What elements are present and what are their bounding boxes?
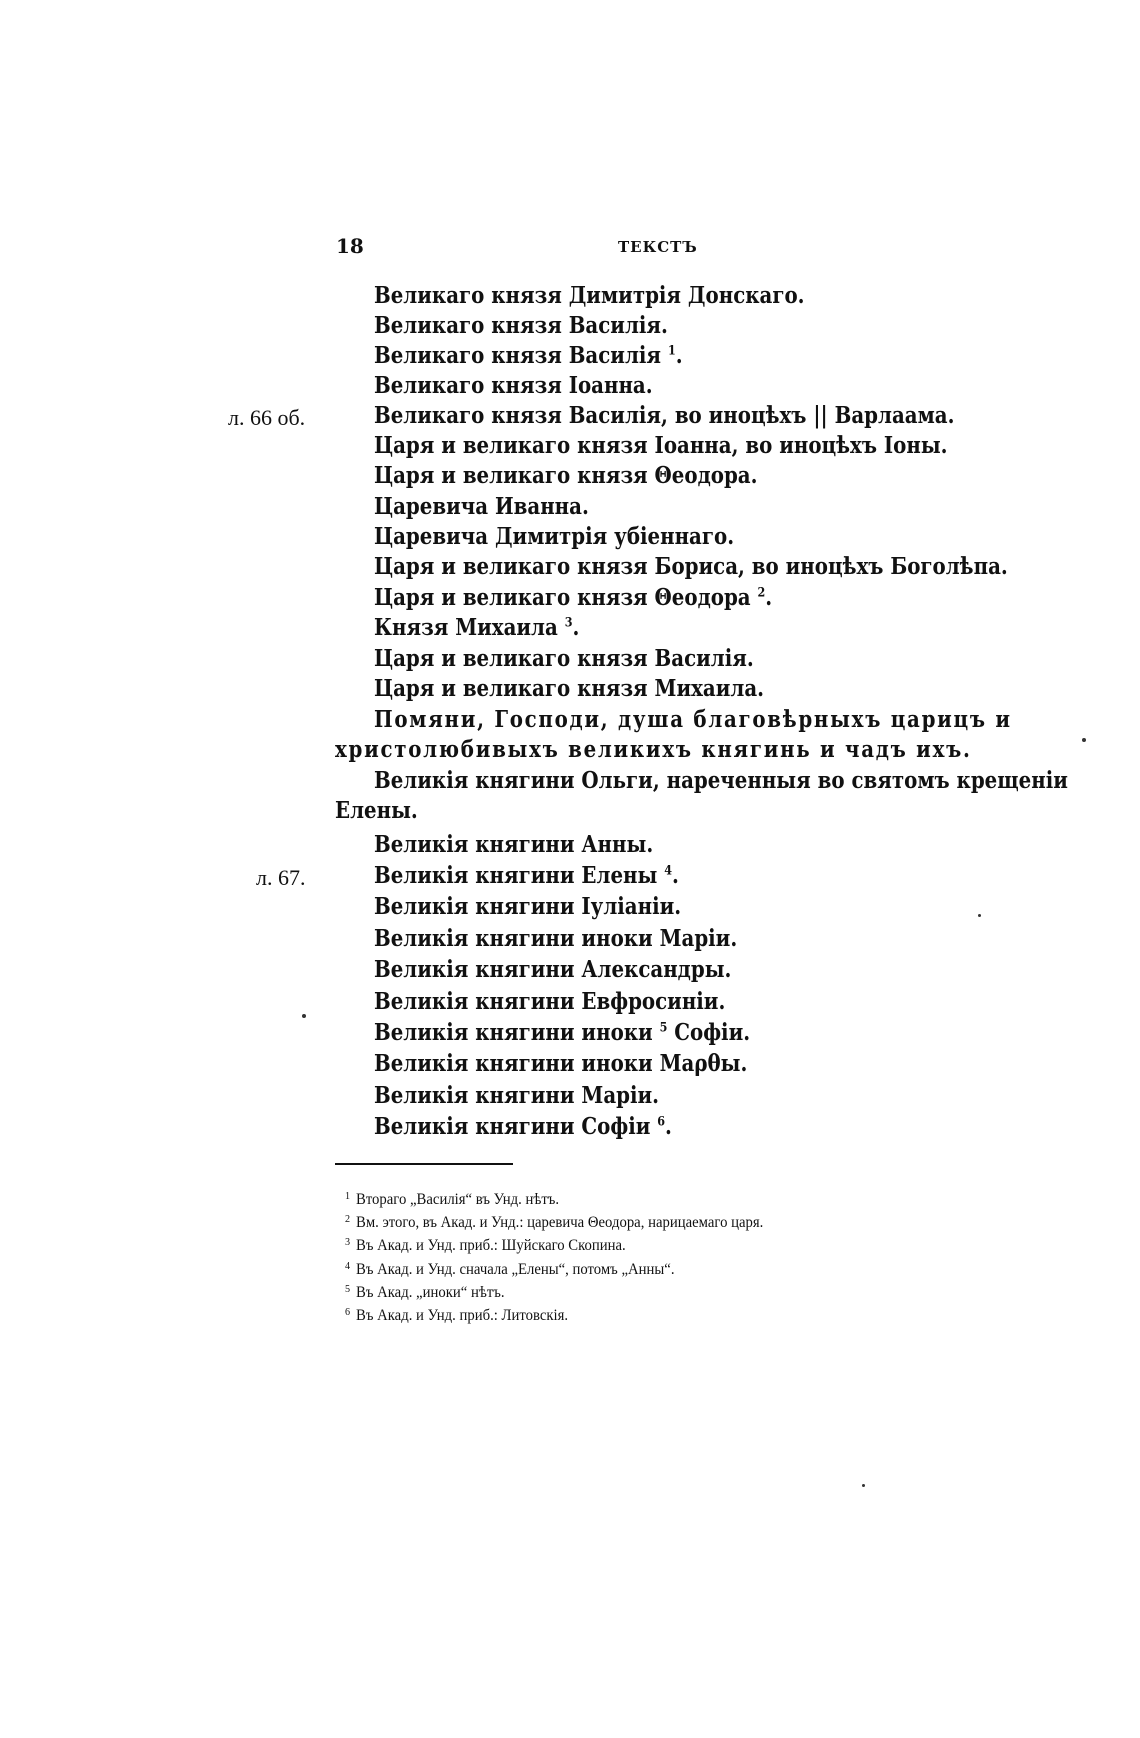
- footnote-mark: 1: [344, 1190, 351, 1202]
- text-line: Великаго князя Василія, во иноцѣхъ || Варлаама.: [374, 402, 955, 429]
- footnote: 5 Въ Акад. „иноки“ нѣтъ.: [356, 1283, 505, 1303]
- scan-speck: [302, 1014, 306, 1018]
- footnote: 1 Втораго „Василія“ въ Унд. нѣтъ.: [356, 1190, 559, 1210]
- text-line: Великія княгини Ольги, нареченныя во святомъ крещеніи: [374, 767, 1068, 794]
- footnote-mark: 4: [344, 1260, 351, 1272]
- footnote-ref: 1: [667, 343, 676, 359]
- margin-note-leaf-66v: л. 66 об.: [228, 405, 306, 430]
- text-line: Великаго князя Димитрія Донскаго.: [374, 282, 805, 309]
- footnote-mark: 2: [344, 1213, 351, 1225]
- text-line: Великія княгини Анны.: [374, 831, 654, 858]
- footnote-mark: 3: [344, 1236, 351, 1248]
- page-number: 18: [336, 234, 364, 258]
- footnote-ref: 5: [659, 1020, 668, 1036]
- text-line: Великія княгини Маріи.: [374, 1082, 660, 1109]
- text-line: Великаго князя Іоанна.: [374, 372, 653, 399]
- footnote-ref: 6: [657, 1114, 666, 1130]
- text-line: Великія княгини Евфросиніи.: [374, 988, 726, 1015]
- scan-speck: [1082, 738, 1086, 742]
- margin-note-leaf-67: л. 67.: [256, 865, 306, 890]
- footnote-rule: [335, 1163, 513, 1165]
- footnote: 3 Въ Акад. и Унд. приб.: Шуйскаго Скопина.: [356, 1236, 626, 1256]
- text-line: Великія княгини Александры.: [374, 956, 732, 983]
- text-line: Великія княгини иноки Маρθы.: [374, 1050, 748, 1077]
- text-line: Царя и великаго князя Θеодора $^2$.: [374, 584, 773, 611]
- footnote-mark: 5: [344, 1283, 351, 1295]
- text-line: Великаго князя Василія.: [374, 312, 668, 339]
- text-line: Царя и великаго князя Михаила.: [374, 675, 765, 702]
- running-head: ТЕКСТЪ: [618, 238, 698, 256]
- scan-speck: [978, 914, 981, 917]
- footnote-ref: 2: [757, 585, 766, 601]
- footnote-mark: 6: [344, 1306, 351, 1318]
- text-line: Царя и великаго князя Θеодора.: [374, 462, 758, 489]
- text-line: Елены.: [335, 797, 418, 824]
- text-line: Помяни, Господи, душа благовѣрныхъ царицъ и: [374, 706, 1012, 733]
- text-line: Великаго князя Василія $^1$.: [374, 342, 683, 369]
- text-line: христолюбивыхъ великихъ княгинь и чадъ ихъ.: [335, 736, 972, 763]
- footnote: 6 Въ Акад. и Унд. приб.: Литовскія.: [356, 1306, 568, 1326]
- scan-speck: [862, 1484, 865, 1487]
- footnote: 2 Вм. этого, въ Акад. и Унд.: царевича Θеодора, нарицаемаго царя.: [356, 1213, 763, 1233]
- text-line: Царевича Иванна.: [374, 493, 589, 520]
- text-line: Великія княгини иноки $^5$ Софіи.: [374, 1019, 751, 1046]
- text-line: Царевича Димитрія убіеннаго.: [374, 523, 735, 550]
- text-line: Великія княгини иноки Маріи.: [374, 925, 738, 952]
- text-line: Царя и великаго князя Бориса, во иноцѣхъ Боголѣпа.: [374, 553, 1008, 580]
- text-line: Великія княгини Софіи $^6$.: [374, 1113, 672, 1140]
- footnote: 4 Въ Акад. и Унд. сначала „Елены“, потомъ „Анны“.: [356, 1260, 675, 1280]
- text-line: Великія княгини Елены $^4$.: [374, 862, 679, 889]
- footnote-ref: 3: [564, 615, 573, 631]
- text-line: Князя Михаила $^3$.: [374, 614, 580, 641]
- text-line: Царя и великаго князя Іоанна, во иноцѣхъ Іоны.: [374, 432, 948, 459]
- text-line: Царя и великаго князя Василія.: [374, 645, 754, 672]
- footnote-ref: 4: [664, 863, 673, 879]
- text-line: Великія княгини Іуліаніи.: [374, 893, 682, 920]
